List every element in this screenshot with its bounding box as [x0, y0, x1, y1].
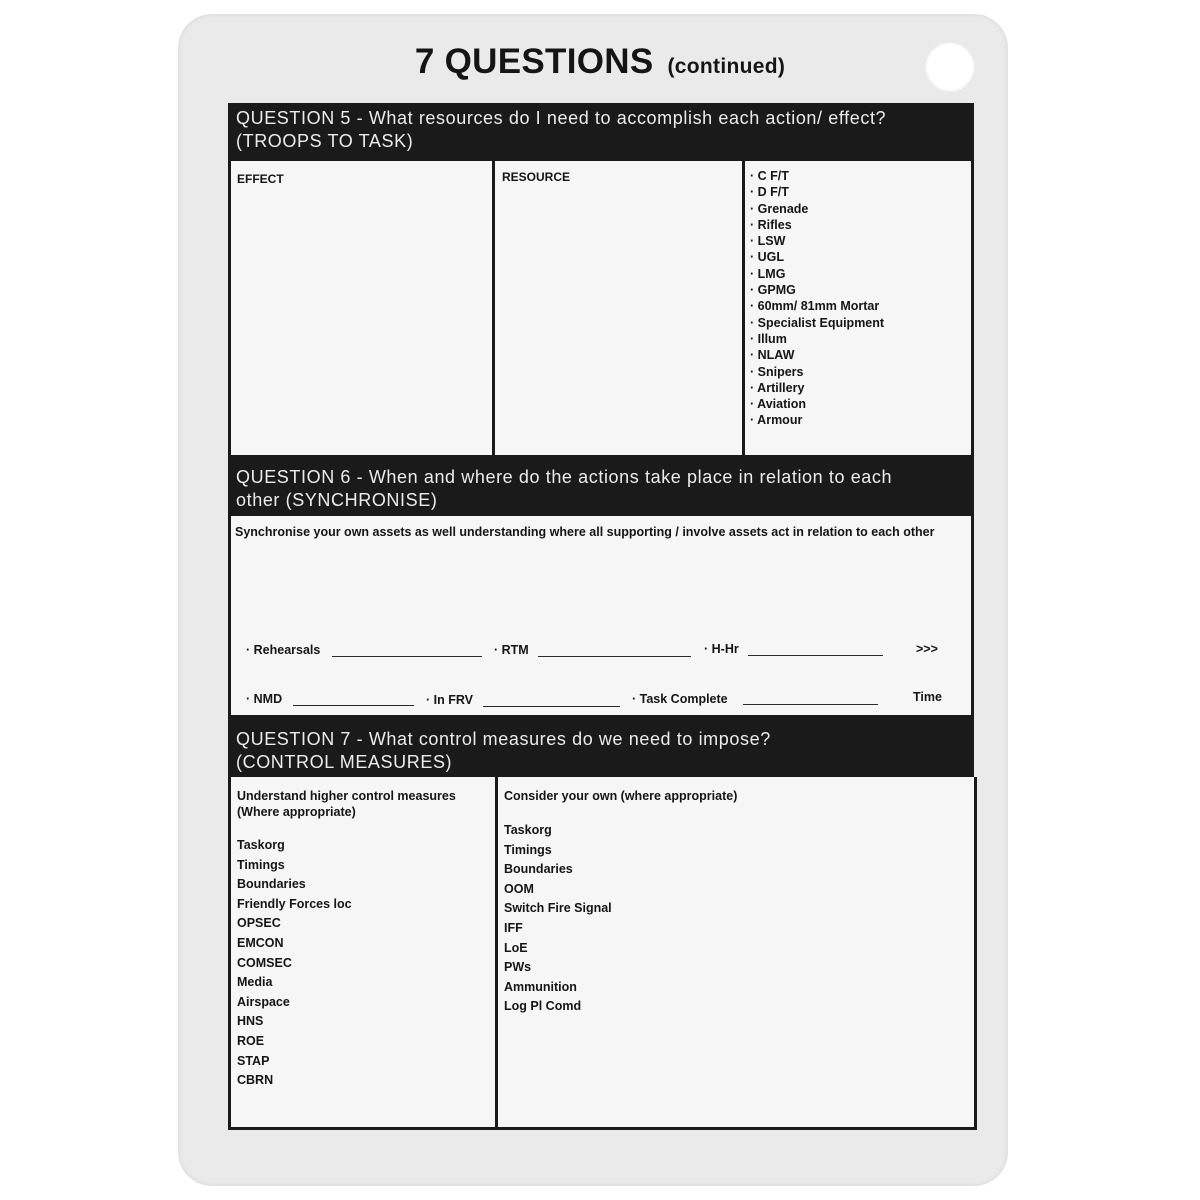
own-measure-item: Timings: [504, 842, 552, 857]
control-measure-item: Taskorg: [237, 838, 285, 852]
resource-item: · LSW: [750, 233, 884, 249]
q7-left-header-line1: Understand higher control measures: [237, 789, 456, 803]
own-measure-item: Ammunition: [504, 979, 577, 994]
resource-item: · GPMG: [750, 282, 884, 298]
row2-time: Time: [913, 690, 942, 704]
control-measure-item: COMSEC: [237, 955, 292, 970]
q7-left-header: [237, 788, 456, 820]
rehearsals-line: [332, 656, 482, 657]
task-complete-line: [743, 704, 878, 705]
resource-item: · Artillery: [750, 380, 884, 396]
control-measure-item: STAP: [237, 1053, 270, 1068]
row1-arrow: >>>: [916, 642, 938, 656]
rtm-label: · RTM: [494, 643, 529, 657]
q6-heading-line2: other (SYNCHRONISE): [236, 490, 438, 510]
resource-item: · Rifles: [750, 217, 884, 233]
control-measure-item: HNS: [237, 1014, 264, 1029]
own-measure-item: IFF: [504, 920, 523, 935]
rehearsals-label: · Rehearsals: [246, 643, 321, 657]
resource-item: · LMG: [750, 266, 884, 282]
resource-item: · Armour: [750, 412, 884, 428]
own-measure-item: PWs: [504, 960, 532, 975]
resource-item: · UGL: [750, 249, 884, 265]
title-main: 7 QUESTIONS: [414, 42, 654, 81]
punch-hole: [925, 42, 975, 92]
resource-item: · Aviation: [750, 396, 884, 412]
q7-heading-line2: (CONTROL MEASURES): [236, 752, 453, 772]
resource-item: · D F/T: [750, 184, 884, 200]
rtm-line: [538, 656, 691, 657]
q6-banner: [228, 458, 974, 516]
in-frv-line: [483, 706, 620, 707]
control-measure-item: Media: [237, 975, 273, 990]
resource-item: · NLAW: [750, 347, 884, 363]
q5-banner: [228, 103, 974, 161]
own-measure-item: Boundaries: [504, 862, 573, 877]
q5-divider-2: [742, 161, 745, 458]
task-complete-label: · Task Complete: [632, 692, 728, 706]
q6-panel: [228, 516, 974, 718]
control-measure-item: Boundaries: [237, 877, 306, 892]
q6-heading-line1: QUESTION 6 - When and where do the actions take place in relation to each: [236, 467, 893, 487]
q7-left-list: [237, 836, 352, 1091]
q5-effect-label: EFFECT: [237, 172, 284, 186]
own-measure-item: LoE: [504, 940, 528, 955]
q7-left-header-line2: (Where appropriate): [237, 805, 356, 819]
control-measure-item: CBRN: [237, 1073, 274, 1088]
q7-right-header: Consider your own (where appropriate): [504, 789, 738, 803]
nmd-line: [293, 705, 414, 706]
resource-item: · 60mm/ 81mm Mortar: [750, 298, 884, 314]
own-measure-item: Log Pl Comd: [504, 999, 582, 1014]
own-measure-item: Taskorg: [504, 823, 552, 837]
control-measure-item: Airspace: [237, 994, 290, 1009]
q7-heading-line1: QUESTION 7 - What control measures do we need to impose?: [236, 729, 771, 749]
own-measure-item: Switch Fire Signal: [504, 901, 612, 916]
in-frv-label: · In FRV: [426, 693, 473, 707]
title-sub: (continued): [667, 55, 786, 78]
q5-divider-1: [492, 161, 495, 458]
q5-heading-line1: QUESTION 5 - What resources do I need to accomplish each action/ effect?: [236, 108, 887, 128]
resource-item: · Specialist Equipment: [750, 315, 884, 331]
control-measure-item: EMCON: [237, 935, 284, 950]
q5-resource-list: [750, 168, 884, 429]
q7-right-list: [504, 821, 612, 1017]
control-measure-item: Timings: [237, 857, 285, 872]
nmd-label: · NMD: [246, 692, 283, 706]
resource-item: · Grenade: [750, 201, 884, 217]
control-measure-item: ROE: [237, 1033, 265, 1048]
own-measure-item: OOM: [504, 881, 534, 896]
resource-item: · Illum: [750, 331, 884, 347]
q7-divider: [495, 777, 498, 1130]
q6-description: Synchronise your own assets as well understanding where all supporting / involve assets act in relation to each other: [235, 525, 935, 539]
card-title: [300, 42, 900, 82]
resource-item: · C F/T: [750, 168, 884, 184]
q5-heading-line2: (TROOPS TO TASK): [236, 131, 414, 151]
q5-resource-label: RESOURCE: [502, 170, 571, 184]
control-measure-item: Friendly Forces loc: [237, 896, 352, 911]
h-hr-label: · H-Hr: [704, 642, 739, 656]
q7-banner: [228, 718, 974, 777]
control-measure-item: OPSEC: [237, 916, 281, 931]
resource-item: · Snipers: [750, 364, 884, 380]
h-hr-line: [748, 655, 883, 656]
